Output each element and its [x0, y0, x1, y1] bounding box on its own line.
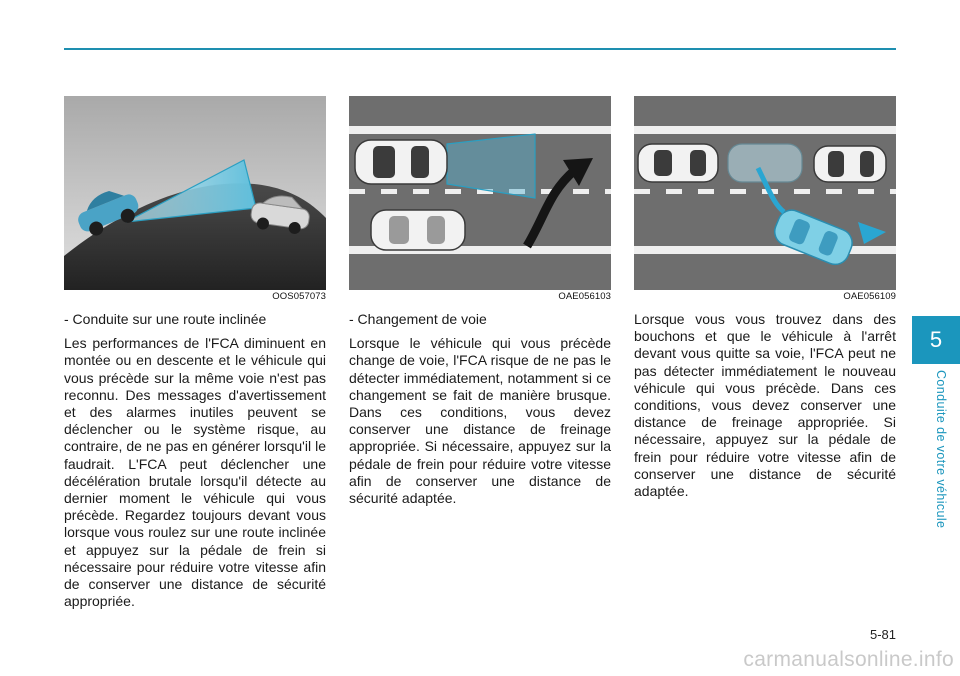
hill-illustration	[64, 96, 326, 290]
paragraph: Les performances de l'FCA diminuent en montée ou en descente et le véhicule qui vous précède sur la même voie n'est pas reconnu. Des messages d'avertissement et des alarmes inutiles peuvent se déclencher ou le système risque, au contraire, de ne pas en générer lorsqu'il le faudrait. L'FCA peut déclencher une décélération brutale lorsqu'il détecte au dernier moment le véhicule qui vous précède. Regardez toujours devant vous lorsque vous roulez sur une route inclinée et appuyez sur la pédale de frein si nécessaire pour réduire votre vitesse afin de conserver une distance de sécurité appropriée.	[64, 335, 326, 610]
paragraph: Lorsque vous vous trouvez dans des bouchons et que le véhicule à l'arrêt devant vous quitte sa voie, l'FCA peut ne pas détecter immédiatement le nouveau véhicule qui vous précède. Dans ces conditions, vous devez conserver une distance de freinage appropriée. Si nécessaire, appuyez sur la pédale de frein pour réduire votre vitesse afin de conserver une distance de sécurité adaptée.	[634, 311, 896, 500]
header-rule	[64, 48, 896, 50]
section-heading: - Changement de voie	[349, 311, 487, 327]
page-number: 5-81	[869, 627, 896, 642]
text-column-traffic-jam	[634, 311, 896, 506]
section-heading: - Conduite sur une route inclinée	[64, 311, 267, 327]
figure-traffic-jam	[634, 96, 896, 304]
lane-change-illustration	[349, 96, 611, 290]
figure-hill	[64, 96, 326, 304]
chapter-tab: 5	[912, 316, 960, 364]
text-column-hill	[64, 311, 326, 616]
traffic-jam-illustration	[634, 96, 896, 290]
figure-code: OAE056109	[634, 290, 896, 304]
figure-code: OOS057073	[64, 290, 326, 304]
paragraph: Lorsque le véhicule qui vous précède change de voie, l'FCA risque de ne pas le détecter immédiatement, notamment si ce changement se fait de manière brusque. Dans ces conditions, vous devez conserver une distance de freinage appropriée. Si nécessaire, appuyez sur la pédale de frein pour réduire votre vitesse afin de conserver une distance de sécurité adaptée.	[349, 335, 611, 507]
watermark: carmanualsonline.info	[743, 648, 954, 671]
figure-lane-change	[349, 96, 611, 304]
text-column-lane-change	[349, 311, 611, 513]
figure-code: OAE056103	[349, 290, 611, 304]
chapter-title: Conduite de votre véhicule	[934, 370, 948, 529]
